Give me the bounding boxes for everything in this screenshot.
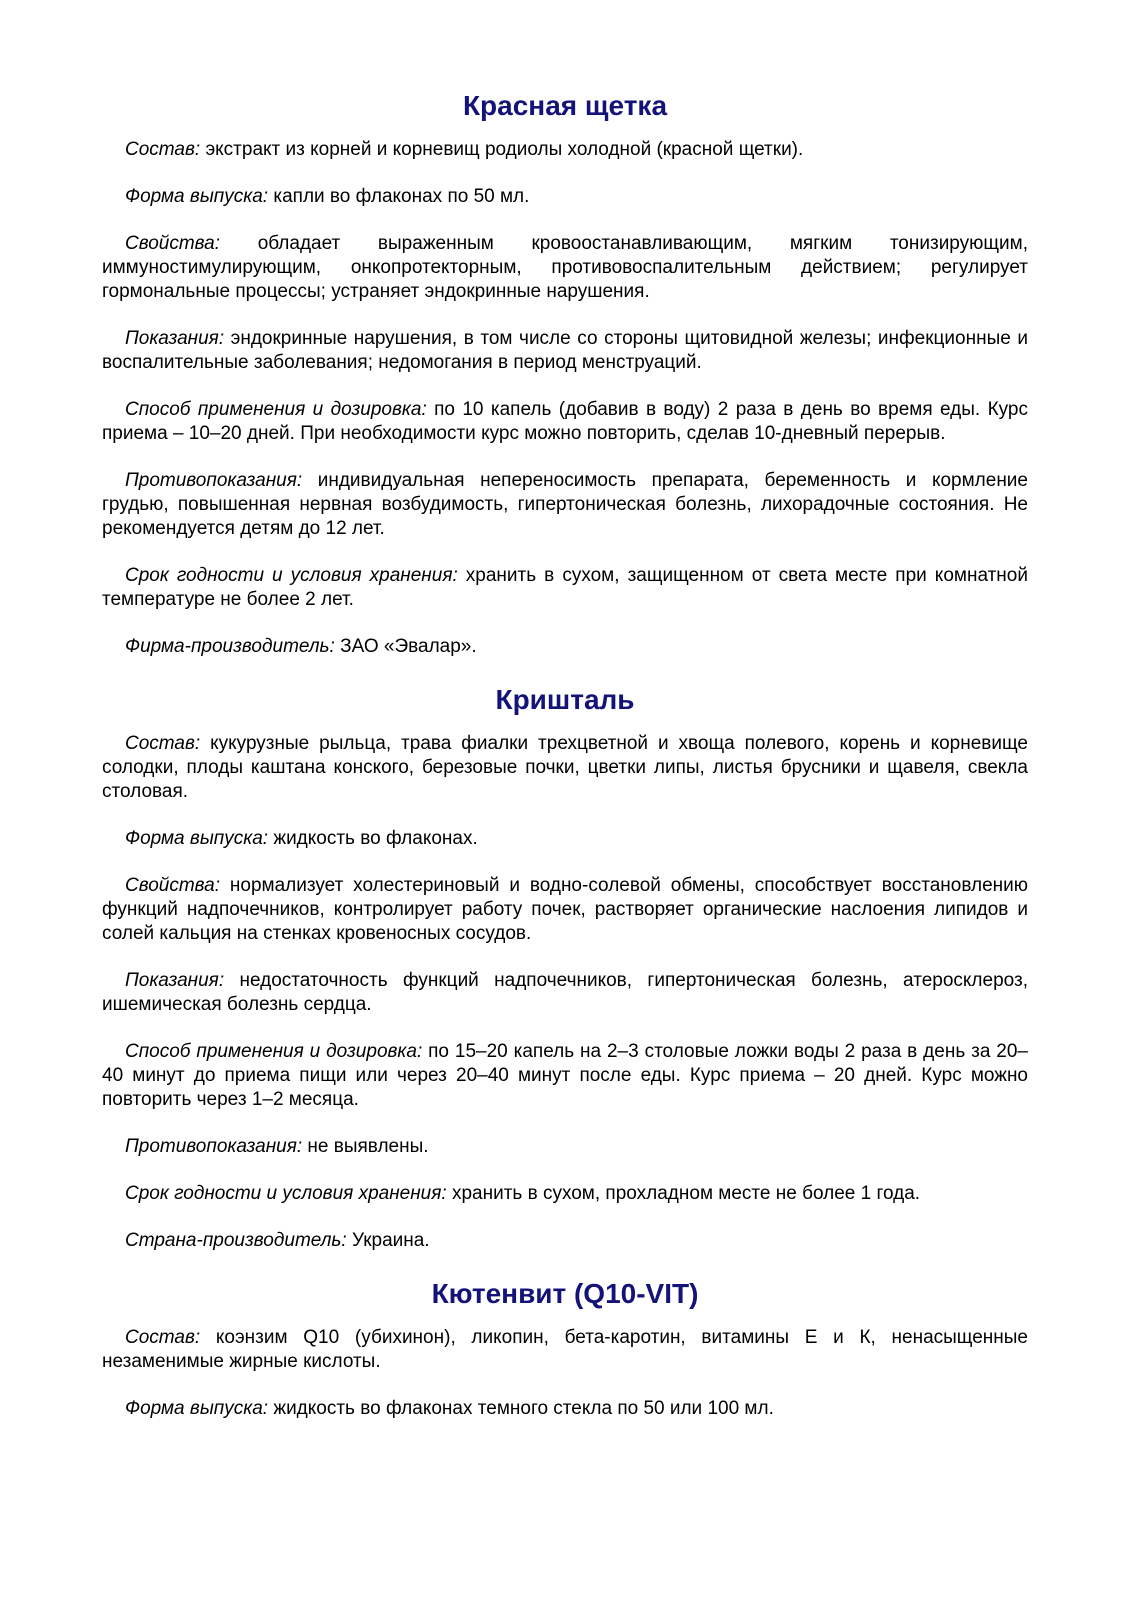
- paragraph-srok-godnosti: [102, 1182, 1028, 1206]
- section-kyutenvit: [102, 1276, 1028, 1421]
- paragraph-text: кукурузные рыльца, трава фиалки трехцветной и хвоща полевого, корень и корневище солодки, плоды каштана конского, березовые почки, цветки липы, листья брусники и щавеля, свекла столовая.: [102, 733, 1028, 802]
- paragraph-pokazaniya: [102, 327, 1028, 375]
- paragraph-svoystva: [102, 232, 1028, 304]
- section-title: Красная щетка: [462, 90, 668, 121]
- paragraph-text: жидкость во флаконах.: [268, 828, 478, 849]
- paragraph-text: жидкость во флаконах темного стекла по 50 или 100 мл.: [268, 1398, 774, 1419]
- paragraph-text: капли во флаконах по 50 мл.: [268, 186, 530, 207]
- paragraph-text: индивидуальная непереносимость препарата, беременность и кормление грудью, повышенная нервная возбудимость, гипертоническая болезнь, лихорадочные состояния. Не рекомендуется детям до 12 лет.: [102, 470, 1028, 539]
- paragraph-label: Способ применения и дозировка:: [125, 399, 427, 420]
- paragraph-pokazaniya: [102, 969, 1028, 1017]
- paragraph-text: экстракт из корней и корневищ родиолы холодной (красной щетки).: [200, 139, 804, 160]
- section-title: Кютенвит (Q10-VIT): [431, 1278, 699, 1309]
- paragraph-text: ЗАО «Эвалар».: [334, 636, 477, 657]
- paragraph-text: Украина.: [346, 1230, 430, 1251]
- paragraph-label: Форма выпуска:: [125, 828, 269, 849]
- paragraph-label: Срок годности и условия хранения:: [125, 565, 458, 586]
- paragraph-label: Срок годности и условия хранения:: [125, 1183, 447, 1204]
- paragraph-protivopokazaniya: [102, 1135, 1028, 1159]
- paragraph-label: Фирма-производитель:: [125, 636, 335, 657]
- paragraph-forma-vypuska: [102, 827, 1028, 851]
- section-krishtal: [102, 682, 1028, 1253]
- paragraph-text: хранить в сухом, прохладном месте не более 1 года.: [446, 1183, 921, 1204]
- document-page: [102, 88, 1028, 1421]
- paragraph-sostav: [102, 1326, 1028, 1374]
- paragraph-strana-proizvoditel: [102, 1229, 1028, 1253]
- paragraph-sostav: [102, 138, 1028, 162]
- paragraph-label: Свойства:: [125, 875, 221, 896]
- paragraph-text: недостаточность функций надпочечников, гипертоническая болезнь, атеросклероз, ишемическая болезнь сердца.: [102, 970, 1028, 1015]
- paragraph-text: по 10 капель (добавив в воду) 2 раза в день во время еды. Курс приема – 10–20 дней. При необходимости курс можно повторить, сделав 10-дневный перерыв.: [102, 399, 1028, 444]
- paragraph-text: по 15–20 капель на 2–3 столовые ложки воды 2 раза в день за 20–40 минут до приема пищи или через 20–40 минут после еды. Курс приема – 20 дней. Курс можно повторить через 1–2 месяца.: [102, 1041, 1028, 1110]
- paragraph-srok-godnosti: [102, 564, 1028, 612]
- paragraph-label: Показания:: [125, 328, 225, 349]
- paragraph-protivopokazaniya: [102, 469, 1028, 541]
- paragraph-text: нормализует холестериновый и водно-солевой обмены, способствует восстановлению функций надпочечников, контролирует работу почек, растворяет органические наслоения липидов и солей кальция на стенках кровеносных сосудов.: [102, 875, 1028, 944]
- section-title: Кришталь: [495, 684, 635, 715]
- paragraph-text: хранить в сухом, защищенном от света месте при комнатной температуре не более 2 лет.: [102, 565, 1028, 610]
- paragraph-sposob-primeneniya: [102, 398, 1028, 446]
- paragraph-label: Свойства:: [125, 233, 221, 254]
- paragraph-proizvoditel: [102, 635, 1028, 659]
- paragraph-label: Форма выпуска:: [125, 186, 269, 207]
- paragraph-text: обладает выраженным кровоостанавливающим, мягким тонизирующим, иммуностимулирующим, онкопротекторным, противовоспалительным действием; регулирует гормональные процессы; устраняет эндокринные нарушения.: [102, 233, 1028, 302]
- paragraph-text: не выявлены.: [302, 1136, 429, 1157]
- paragraph-label: Состав:: [125, 1327, 201, 1348]
- paragraph-svoystva: [102, 874, 1028, 946]
- paragraph-label: Показания:: [125, 970, 225, 991]
- paragraph-label: Состав:: [125, 733, 201, 754]
- paragraph-text: коэнзим Q10 (убихинон), ликопин, бета-каротин, витамины Е и К, ненасыщенные незаменимые жирные кислоты.: [102, 1327, 1028, 1372]
- paragraph-forma-vypuska: [102, 1397, 1028, 1421]
- paragraph-forma-vypuska: [102, 185, 1028, 209]
- paragraph-sostav: [102, 732, 1028, 804]
- section-krasnaya-shchetka: [102, 88, 1028, 659]
- paragraph-sposob-primeneniya: [102, 1040, 1028, 1112]
- paragraph-text: эндокринные нарушения, в том числе со стороны щитовидной железы; инфекционные и воспалительные заболевания; недомогания в период менструаций.: [102, 328, 1028, 373]
- paragraph-label: Противопоказания:: [125, 1136, 303, 1157]
- paragraph-label: Противопоказания:: [125, 470, 303, 491]
- paragraph-label: Состав:: [125, 139, 201, 160]
- paragraph-label: Страна-производитель:: [125, 1230, 347, 1251]
- paragraph-label: Способ применения и дозировка:: [125, 1041, 423, 1062]
- paragraph-label: Форма выпуска:: [125, 1398, 269, 1419]
